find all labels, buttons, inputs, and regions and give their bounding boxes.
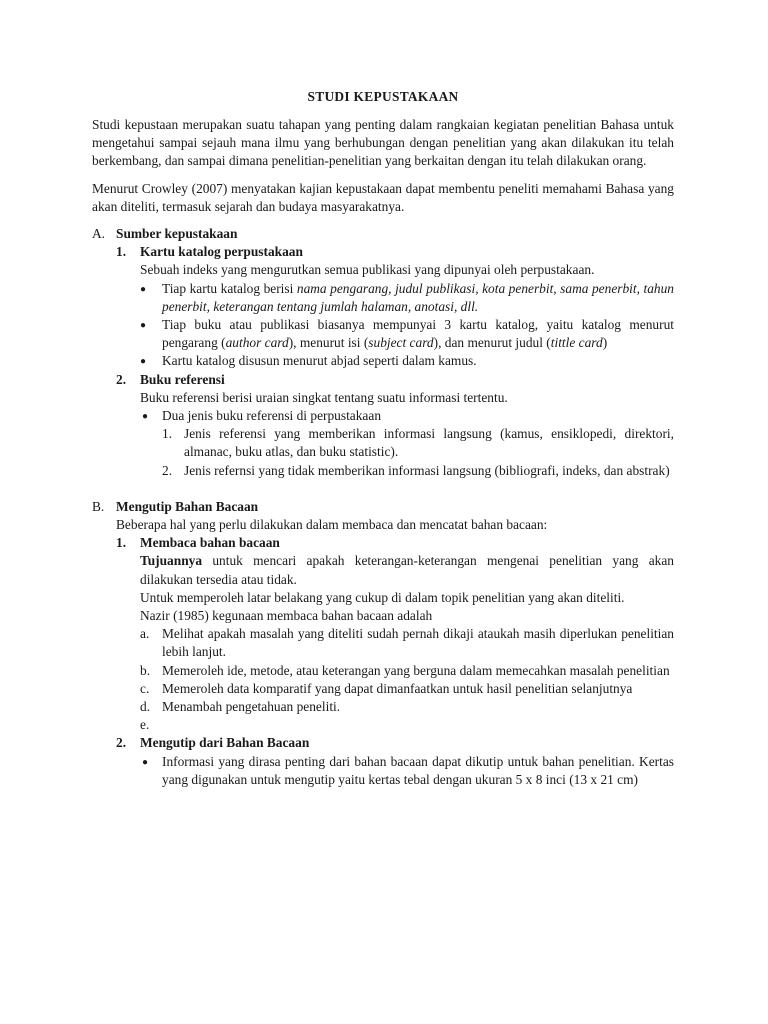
numbered-item-marker: 1. [162, 426, 173, 442]
list-item-italic: tittle card [550, 335, 603, 351]
list-item-text: Informasi yang dirasa penting dari bahan bacaan dapat dikutip untuk bahan penelitian. Kertas yang digunakan untuk mengutip yaitu kertas tebal dengan ukuran 5 x 8 inci (13 x 21 cm) [162, 753, 674, 787]
subsection-a1-title: Kartu katalog perpustakaan [140, 244, 303, 260]
lettered-item-text: Memeroleh data komparatif yang dapat dimanfaatkan untuk hasil penelitian selanjutnya [162, 680, 633, 696]
paragraph-crowley: Menurut Crowley (2007) menyatakan kajian kepustakaan dapat membentu peneliti memahami Bahasa yang akan diteliti, termasuk sejarah dan budaya masyarakatnya. [92, 180, 674, 214]
lettered-item [92, 680, 674, 698]
subsection-a2-title: Buku referensi [140, 371, 225, 387]
paragraph-text: untuk mencari apakah keterangan-keterangan mengenai penelitian yang akan dilakukan tersedia atau tidak. [140, 553, 674, 587]
bullet-icon: ● [142, 411, 149, 423]
bullet-icon: ● [142, 756, 149, 768]
blank-line [92, 480, 674, 498]
subsection-b1-heading [92, 534, 674, 552]
list-item-text: ), menurut isi ( [288, 335, 369, 351]
numbered-item-marker: 2. [162, 462, 173, 478]
lettered-item-marker: a. [140, 626, 150, 642]
section-a-title: Sumber kepustakaan [116, 226, 238, 242]
bullet-icon: ● [140, 320, 147, 332]
lettered-item [92, 716, 674, 734]
subsection-b2-title: Mengutip dari Bahan Bacaan [140, 735, 310, 751]
lettered-item-marker: d. [140, 699, 151, 715]
lettered-item-marker: e. [140, 717, 150, 733]
bold-term: Tujuannya [140, 553, 203, 569]
list-item [92, 280, 674, 316]
numbered-item [92, 462, 674, 480]
list-item [92, 753, 674, 789]
subsection-b1-title: Membaca bahan bacaan [140, 535, 280, 551]
lettered-item-marker: b. [140, 662, 151, 678]
document-title: STUDI KEPUSTAKAAN [307, 89, 459, 104]
lettered-item-text: Memeroleh ide, metode, atau keterangan yang berguna dalam memecahkan masalah penelitian [162, 662, 670, 678]
list-item-italic: nama pengarang, judul publikasi, kota penerbit, sama penerbit, tahun penerbit, keterangan tentang jumlah halaman, anotasi, dll. [162, 280, 674, 314]
subsection-a2-marker: 2. [116, 371, 127, 387]
list-item-text: Dua jenis buku referensi di perpustakaan [162, 408, 382, 424]
lettered-item [92, 698, 674, 716]
numbered-item-text: Jenis refernsi yang tidak memberikan informasi langsung (bibliografi, indeks, dan abstrak) [184, 462, 670, 478]
subsection-b1-paragraph [92, 552, 674, 588]
lettered-item-text: Melihat apakah masalah yang diteliti sudah pernah dikaji ataukah masih diperlukan penelitian lebih lanjut. [162, 626, 674, 660]
section-a-heading [92, 225, 674, 243]
list-item-text: ) [602, 335, 608, 351]
subsection-a2-heading [92, 371, 674, 389]
lettered-item [92, 662, 674, 680]
bullet-icon: ● [140, 283, 147, 295]
numbered-item [92, 425, 674, 461]
subsection-b1-marker: 1. [116, 535, 127, 551]
list-item-text: ), dan menurut judul ( [433, 335, 551, 351]
subsection-b2-marker: 2. [116, 735, 127, 751]
subsection-a2-intro: Buku referensi berisi uraian singkat tentang suatu informasi tertentu. [140, 389, 508, 405]
list-item-text: Kartu katalog disusun menurut abjad seperti dalam kamus. [162, 353, 477, 369]
subsection-b2-heading [92, 734, 674, 752]
list-item-italic: author card [225, 335, 289, 351]
section-a-marker: A. [92, 226, 106, 242]
numbered-item-text: Jenis referensi yang memberikan informasi langsung (kamus, ensiklopedi, direktori, almanac, buku atlas, dan buku statistic). [184, 426, 674, 460]
section-b-marker: B. [92, 498, 105, 514]
lettered-item [92, 625, 674, 661]
list-item-text: Tiap kartu katalog berisi [162, 280, 297, 296]
lettered-item-marker: c. [140, 680, 150, 696]
list-item [92, 407, 674, 425]
bullet-icon: ● [140, 356, 147, 368]
paragraph-intro: Studi kepustaan merupakan suatu tahapan yang penting dalam rangkaian kegiatan penelitian Bahasa untuk mengetahui sampai sejauh mana ilmu yang berhubungan dengan penelitian yang akan dilakukan itu telah berkembang, dan sampai dimana penelitian-penelitian yang berkaitan dengan itu telah dilakukan orang. [92, 117, 674, 169]
subsection-a1-marker: 1. [116, 244, 127, 260]
section-b-heading [92, 498, 674, 516]
section-b-title: Mengutip Bahan Bacaan [116, 498, 259, 514]
list-item [92, 316, 674, 352]
lettered-item-text: Menambah pengetahuan peneliti. [162, 699, 341, 715]
section-b-intro: Beberapa hal yang perlu dilakukan dalam membaca dan mencatat bahan bacaan: [116, 517, 548, 533]
subsection-b1-paragraph: Untuk memperoleh latar belakang yang cukup di dalam topik penelitian yang akan diteliti. [140, 589, 625, 605]
list-item-italic: subject card [368, 335, 434, 351]
subsection-b1-paragraph: Nazir (1985) kegunaan membaca bahan bacaan adalah [140, 608, 433, 624]
list-item [92, 352, 674, 370]
subsection-a1-intro: Sebuah indeks yang mengurutkan semua publikasi yang dipunyai oleh perpustakaan. [140, 262, 595, 278]
document-page [92, 88, 674, 789]
list-item-text: Tiap buku atau publikasi biasanya mempunyai 3 kartu katalog, yaitu katalog menurut pengarang ( [162, 317, 674, 351]
subsection-a1-heading [92, 243, 674, 261]
